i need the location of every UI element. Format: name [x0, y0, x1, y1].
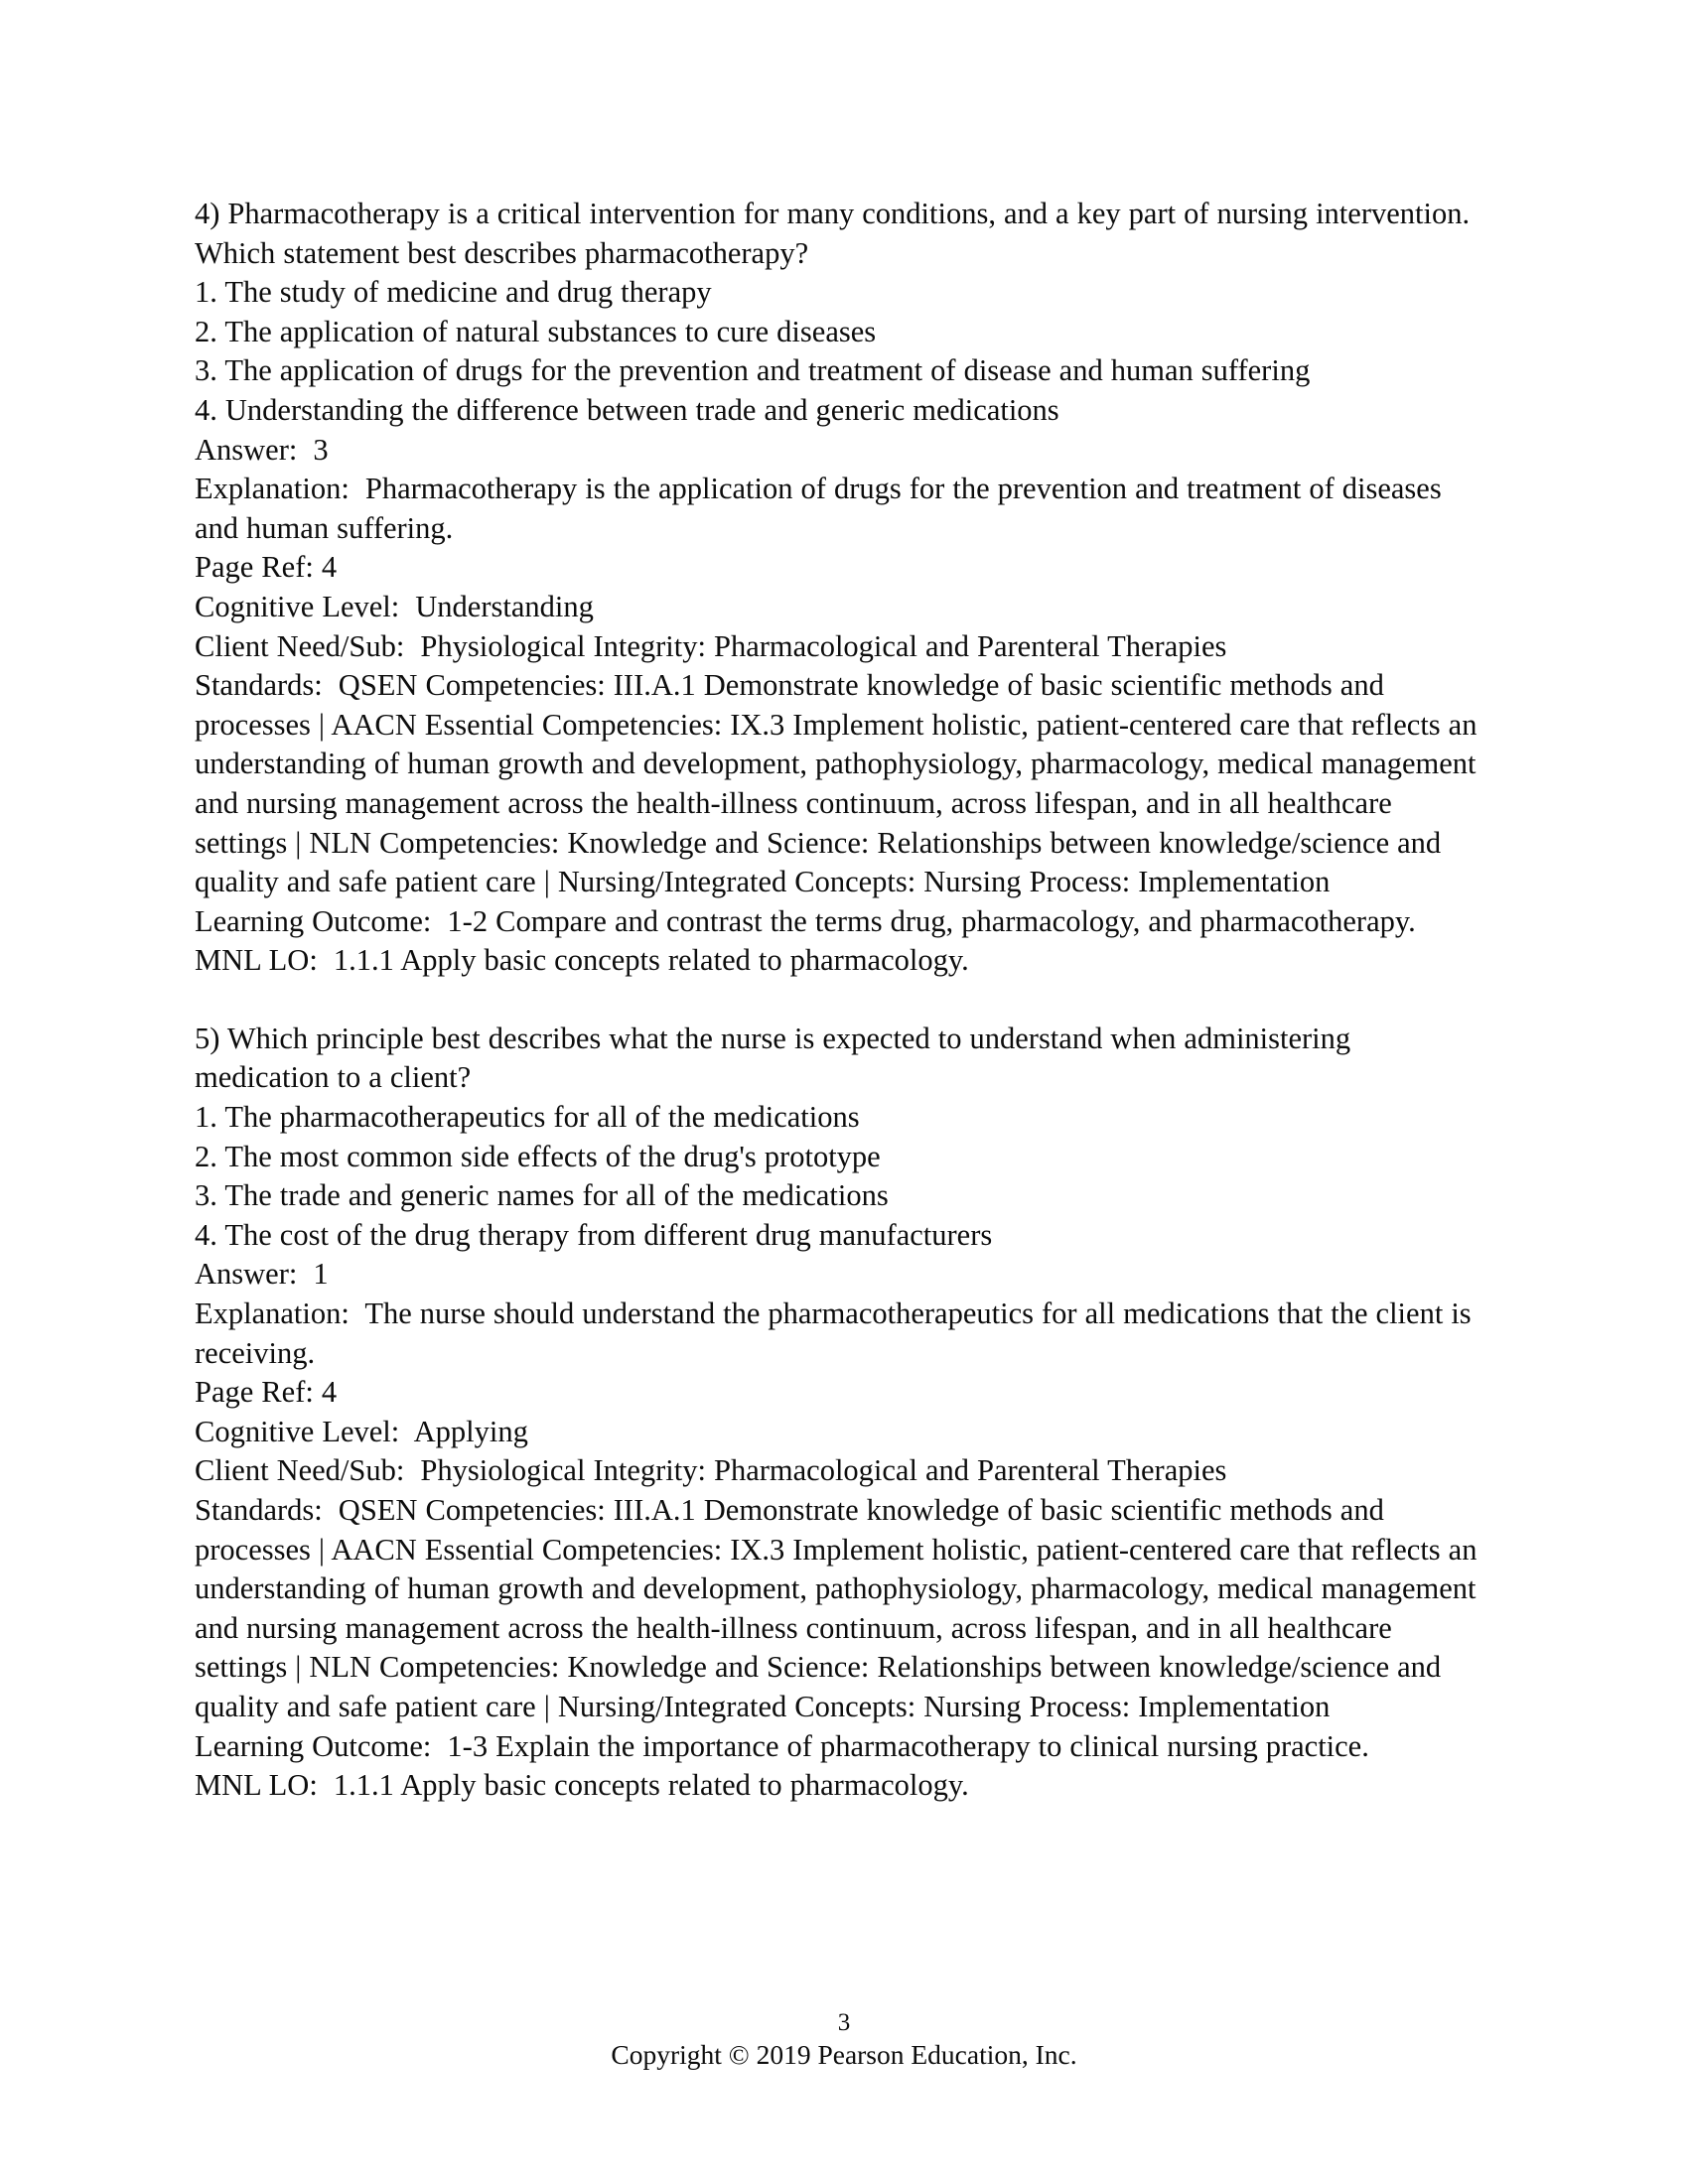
- question-option: 2. The application of natural substances to cure diseases: [195, 314, 877, 348]
- page-number: 3: [837, 2009, 851, 2036]
- mnl-lo-line: MNL LO: 1.1.1 Apply basic concepts related to pharmacology.: [195, 943, 969, 978]
- question-block-5: [195, 1020, 1490, 1806]
- question-option: 1. The study of medicine and drug therapy: [195, 275, 712, 310]
- question-option: 4. The cost of the drug therapy from different drug manufacturers: [195, 1217, 993, 1252]
- learning-outcome-line: Learning Outcome: 1-3 Explain the importance of pharmacotherapy to clinical nursing practice.: [195, 1728, 1369, 1763]
- copyright-notice: Copyright © 2019 Pearson Education, Inc.: [611, 2039, 1077, 2070]
- answer-line: Answer: 3: [195, 432, 329, 467]
- question-option: 1. The pharmacotherapeutics for all of the medications: [195, 1100, 860, 1135]
- learning-outcome-line: Learning Outcome: 1-2 Compare and contrast the terms drug, pharmacology, and pharmacotherapy.: [195, 903, 1416, 938]
- client-need-line: Client Need/Sub: Physiological Integrity: Pharmacological and Parenteral Therapies: [195, 1453, 1227, 1488]
- question-block-4: [195, 195, 1490, 981]
- mnl-lo-line: MNL LO: 1.1.1 Apply basic concepts related to pharmacology.: [195, 1768, 969, 1803]
- page-ref-line: Page Ref: 4: [195, 550, 338, 585]
- cognitive-level-line: Cognitive Level: Applying: [195, 1414, 528, 1448]
- cognitive-level-line: Cognitive Level: Understanding: [195, 589, 594, 623]
- standards-line: Standards: QSEN Competencies: III.A.1 Demonstrate knowledge of basic scientific methods and processes | AACN Essential Competencies: IX.3 Implement holistic, patient-centered care that reflects an understanding of human growth and development, pathophysiology, pharmacology, medical management and nursing management across the health-illness continuum, across lifespan, and in all healthcare settings | NLN Competencies: Knowledge and Science: Relationships between knowledge/science and quality and safe patient care | Nursing/Integrated Concepts: Nursing Process: Implementation: [195, 1493, 1485, 1723]
- client-need-line: Client Need/Sub: Physiological Integrity: Pharmacological and Parenteral Therapies: [195, 628, 1227, 663]
- explanation-line: Explanation: Pharmacotherapy is the application of drugs for the prevention and treatment of diseases and human suffering.: [195, 472, 1450, 545]
- question-option: 2. The most common side effects of the drug's prototype: [195, 1139, 881, 1173]
- question-option: 3. The trade and generic names for all of the medications: [195, 1178, 889, 1213]
- page-content: [195, 195, 1490, 1806]
- explanation-line: Explanation: The nurse should understand the pharmacotherapeutics for all medications that the client is receiving.: [195, 1297, 1479, 1370]
- page-ref-line: Page Ref: 4: [195, 1375, 338, 1410]
- question-option: 4. Understanding the difference between trade and generic medications: [195, 392, 1059, 427]
- answer-line: Answer: 1: [195, 1257, 329, 1292]
- page-footer: [0, 2007, 1688, 2072]
- question-option: 3. The application of drugs for the prevention and treatment of disease and human suffering: [195, 353, 1311, 388]
- question-separator: [195, 981, 1490, 1020]
- question-stem: 4) Pharmacotherapy is a critical intervention for many conditions, and a key part of nursing intervention. Which statement best describes pharmacotherapy?: [195, 197, 1477, 270]
- question-stem: 5) Which principle best describes what the nurse is expected to understand when administering medication to a client?: [195, 1021, 1359, 1095]
- standards-line: Standards: QSEN Competencies: III.A.1 Demonstrate knowledge of basic scientific methods and processes | AACN Essential Competencies: IX.3 Implement holistic, patient-centered care that reflects an understanding of human growth and development, pathophysiology, pharmacology, medical management and nursing management across the health-illness continuum, across lifespan, and in all healthcare settings | NLN Competencies: Knowledge and Science: Relationships between knowledge/science and quality and safe patient care | Nursing/Integrated Concepts: Nursing Process: Implementation: [195, 668, 1485, 899]
